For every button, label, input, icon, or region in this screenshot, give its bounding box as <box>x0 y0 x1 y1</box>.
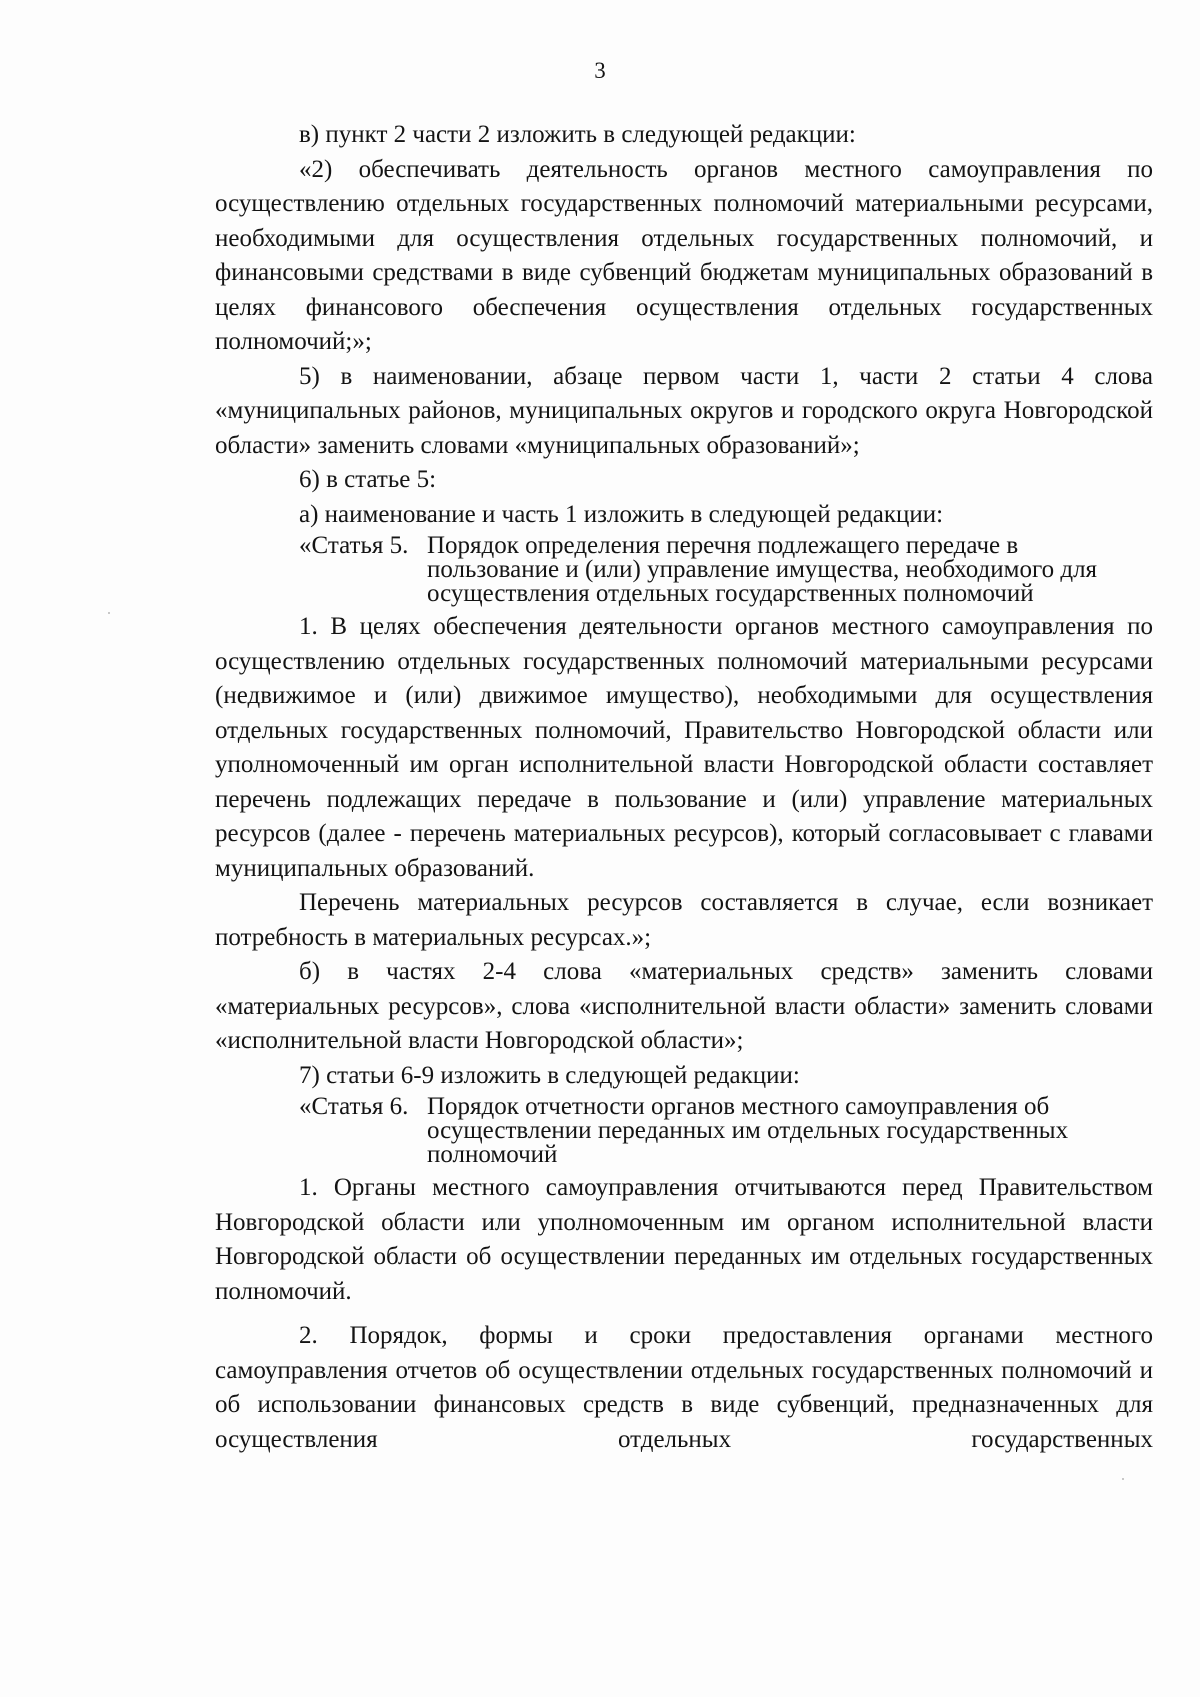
document-body <box>215 118 1153 1457</box>
paragraph-material-resources-list: Перечень материальных ресурсов составляется в случае, если возникает потребность в материальных ресурсах.»; <box>215 889 1153 951</box>
paragraph-article-6-part-2: 2. Порядок, формы и сроки предоставления органами местного самоуправления отчетов об осуществлении отдельных государственных полномочий и об использовании финансовых средств в виде субвенций, предназначенных для осуществления отдельных государственных <box>215 1322 1153 1453</box>
article-6-title: Порядок отчетности органов местного самоуправления об осуществлении переданных им отдельных государственных полномочий <box>427 1093 1069 1168</box>
paragraph-item-7: 7) статьи 6-9 изложить в следующей редакции: <box>299 1061 800 1089</box>
paragraph-subitem-b: б) в частях 2-4 слова «материальных средств» заменить словами «материальных ресурсов», слова «исполнительной власти области» заменить словами «исполнительной власти Новгородской области»; <box>215 958 1153 1054</box>
article-6-heading <box>215 1095 1153 1167</box>
article-5-label: «Статья 5. <box>299 532 409 559</box>
paragraph-article-6-part-1: 1. Органы местного самоуправления отчитываются перед Правительством Новгородской области или уполномоченным им органом исполнительной власти Новгородской области об осуществлении переданных им отдельных государственных полномочий. <box>215 1174 1153 1305</box>
page-number: 3 <box>594 58 606 83</box>
paragraph-item-5: 5) в наименовании, абзаце первом части 1, части 2 статьи 4 слова «муниципальных районов, муниципальных округов и городского округа Новгородской области» заменить словами «муниципальных образований»; <box>215 362 1153 459</box>
scan-speck <box>108 612 110 614</box>
scan-speck <box>1122 1478 1124 1480</box>
paragraph-article-5-part-1: 1. В целях обеспечения деятельности органов местного самоуправления по осуществлению отдельных государственных полномочий материальными ресурсами (недвижимое и (или) движимое имущество), необходимыми для осуществления отдельных государственных полномочий, Правительство Новгородской области или уполномоченный им орган исполнительной власти Новгородской области составляет перечень подлежащих передаче в пользование и (или) управление материальных ресурсов (далее - перечень материальных ресурсов), который согласовывает с главами муниципальных образований. <box>215 613 1153 882</box>
article-6-label: «Статья 6. <box>299 1093 409 1120</box>
article-5-heading <box>215 534 1153 606</box>
paragraph-item-v: в) пункт 2 части 2 изложить в следующей редакции: <box>299 121 856 148</box>
paragraph-item-6: 6) в статье 5: <box>299 466 437 493</box>
article-5-title: Порядок определения перечня подлежащего передаче в пользование и (или) управление имущества, необходимого для осуществления отдельных государственных полномочий <box>427 532 1098 607</box>
paragraph-subitem-a: а) наименование и часть 1 изложить в следующей редакции: <box>299 500 944 528</box>
paragraph-quoted-item-2: «2) обеспечивать деятельность органов местного самоуправления по осуществлению отдельных государственных полномочий материальными ресурсами, необходимыми для осуществления отдельных государственных полномочий, и финансовыми средствами в виде субвенций бюджетам муниципальных образований в целях финансового обеспечения осуществления отдельных государственных полномочий;»; <box>215 155 1153 355</box>
